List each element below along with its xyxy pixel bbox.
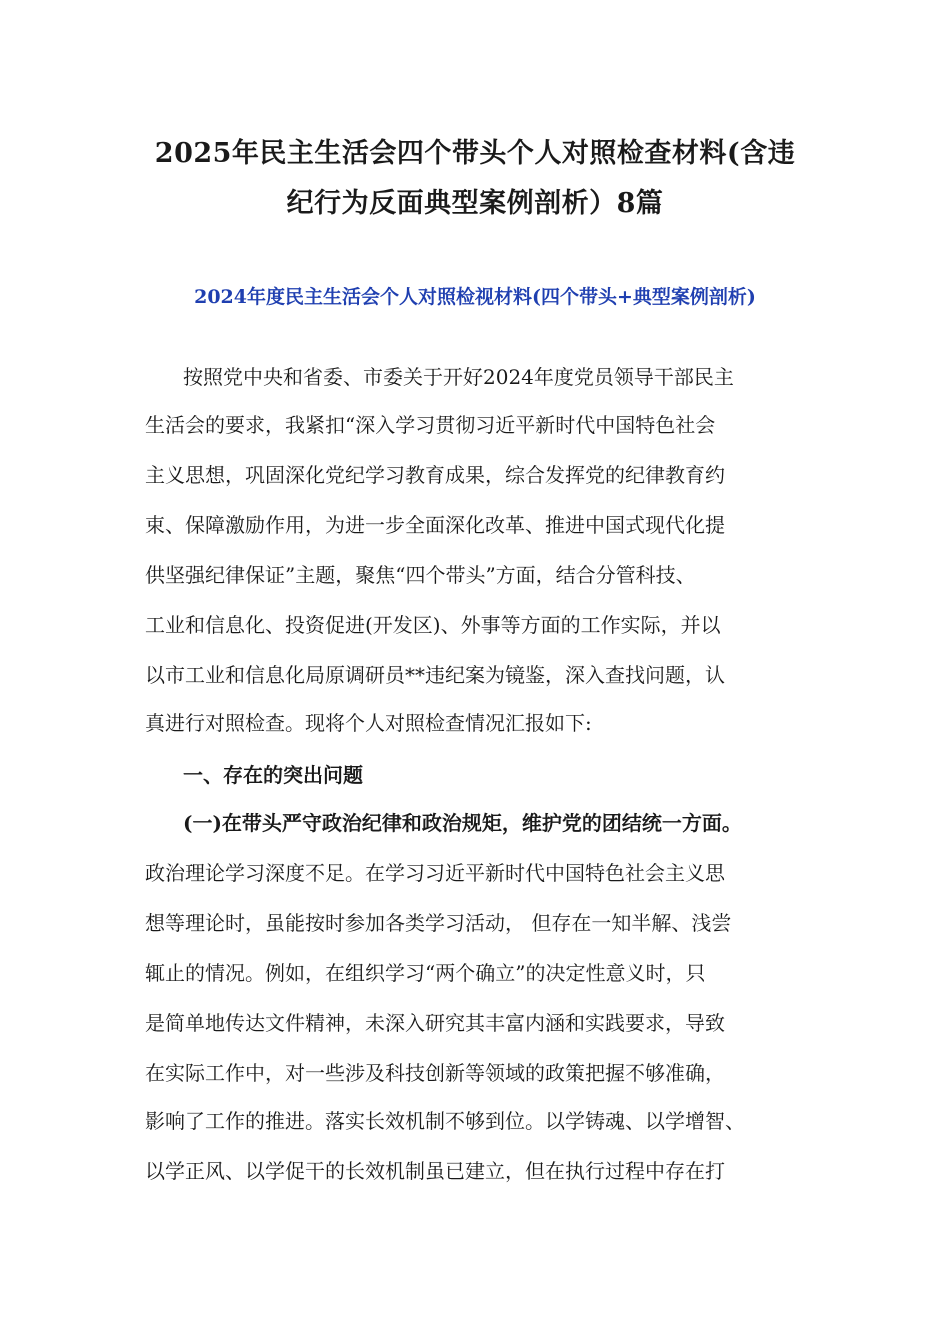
paragraph-line: 工业和信息化、投资促进(开发区)、外事等方面的工作实际，并以 xyxy=(145,613,721,637)
paragraph-line: 主义思想，巩固深化党纪学习教育成果，综合发挥党的纪律教育约 xyxy=(145,463,725,487)
document-title-line-2: 纪行为反面典型案例剖析）8篇 xyxy=(286,188,664,219)
paragraph-line: 以学正风、以学促干的长效机制虽已建立，但在执行过程中存在打 xyxy=(145,1159,725,1183)
paragraph-line: 按照党中央和省委、市委关于开好2024年度党员领导干部民主 xyxy=(183,365,734,389)
section-subtitle: 2024年度民主生活会个人对照检视材料(四个带头+典型案例剖析) xyxy=(194,286,756,308)
section-heading: 一、存在的突出问题 xyxy=(183,763,363,787)
subsection-heading: (一)在带头严守政治纪律和政治规矩，维护党的团结统一方面。 xyxy=(183,811,742,835)
paragraph-line: 以市工业和信息化局原调研员**违纪案为镜鉴，深入查找问题，认 xyxy=(145,663,725,687)
paragraph-line: 真进行对照检查。现将个人对照检查情况汇报如下: xyxy=(145,711,592,735)
document-title-line-1: 2025年民主生活会四个带头个人对照检查材料(含违 xyxy=(154,138,796,169)
paragraph-line: 政治理论学习深度不足。在学习习近平新时代中国特色社会主义思 xyxy=(145,861,725,885)
paragraph-line: 是简单地传达文件精神，未深入研究其丰富内涵和实践要求，导致 xyxy=(145,1011,725,1035)
paragraph-line: 影响了工作的推进。落实长效机制不够到位。以学铸魂、以学增智、 xyxy=(145,1109,745,1133)
paragraph-line: 在实际工作中，对一些涉及科技创新等领域的政策把握不够准确， xyxy=(145,1061,725,1085)
paragraph-line: 生活会的要求，我紧扣“深入学习贯彻习近平新时代中国特色社会 xyxy=(145,413,716,437)
paragraph-line: 束、保障激励作用，为进一步全面深化改革、推进中国式现代化提 xyxy=(145,513,725,537)
paragraph-line: 供坚强纪律保证”主题，聚焦“四个带头”方面，结合分管科技、 xyxy=(145,563,696,587)
paragraph-line: 辄止的情况。例如，在组织学习“两个确立”的决定性意义时，只 xyxy=(145,961,706,985)
paragraph-line: 想等理论时，虽能按时参加各类学习活动， 但存在一知半解、浅尝 xyxy=(145,911,732,935)
